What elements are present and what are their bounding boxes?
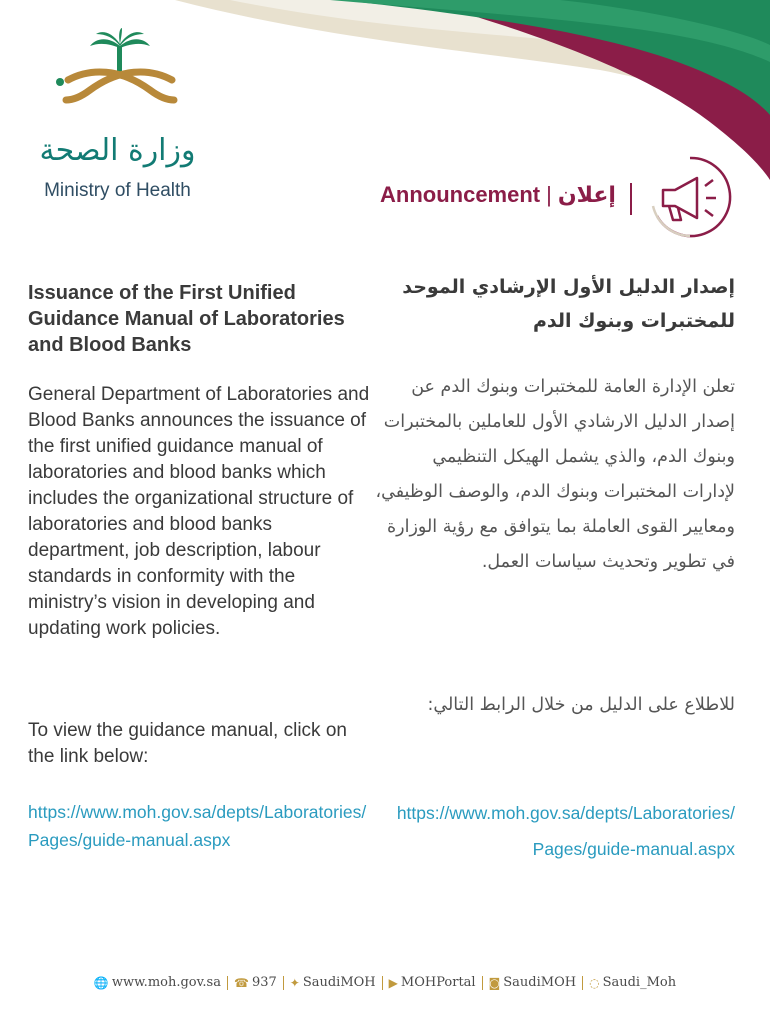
footer-divider [227, 976, 228, 990]
moh-logo [30, 28, 205, 201]
footer-divider [283, 976, 284, 990]
english-manual-link[interactable]: https://www.moh.gov.sa/depts/Laboratories/Pages/guide-manual.aspx [28, 802, 367, 850]
footer-website[interactable] [94, 975, 221, 990]
arabic-view-instruction: للاطلاع على الدليل من خلال الرابط التالي: [427, 695, 735, 715]
english-title: Issuance of the First Unified Guidance Manual of Laboratories and Blood Banks [28, 282, 345, 356]
footer-instagram-text: SaudiMOH [503, 975, 577, 990]
footer-youtube[interactable] [389, 975, 476, 990]
announcement-divider [630, 183, 632, 215]
footer-phone-text: 937 [251, 975, 277, 990]
english-view-instruction: To view the guidance manual, click on the link below: [28, 720, 347, 767]
arabic-title: إصدار الدليل الأول الإرشادي الموحد للمختبرات وبنوك الدم [402, 276, 735, 332]
footer-divider [482, 976, 483, 990]
footer-website-text: www.moh.gov.sa [111, 975, 221, 990]
footer-snapchat[interactable] [589, 975, 676, 990]
footer-snapchat-text: Saudi_Moh [602, 975, 677, 990]
youtube-icon: ▶ [388, 975, 398, 990]
announcement-separator: | [546, 182, 552, 207]
footer-divider [582, 976, 583, 990]
footer-twitter-text: SaudiMOH [302, 975, 376, 990]
phone-icon: ☎ [233, 975, 249, 990]
footer-phone[interactable] [234, 975, 277, 990]
footer-instagram[interactable] [489, 975, 576, 990]
footer-youtube-text: MOHPortal [400, 975, 476, 990]
twitter-icon: ✦ [289, 975, 300, 990]
logo-english-name: Ministry of Health [44, 180, 191, 201]
megaphone-icon [645, 152, 735, 242]
arabic-body: تعلن الإدارة العامة للمختبرات وبنوك الدم عن إصدار الدليل الارشادي الأول للعاملين بالمختبرات وبنوك الدم، والذي يشمل الهيكل التنظيمي لإدارات المختبرات وبنوك الدم، والوصف الوظيفي، ومعايير القوى العاملة بما يتوافق مع رؤية الوزارة في تطوير وتحديث سياسات العمل. [375, 377, 735, 572]
announcement-ar: إعلان [557, 182, 616, 207]
footer-twitter[interactable] [290, 975, 376, 990]
arabic-manual-link[interactable]: https://www.moh.gov.sa/depts/Laboratories/Pages/guide-manual.aspx [396, 803, 735, 859]
footer-contacts [0, 975, 770, 990]
footer-divider [382, 976, 383, 990]
palm-swords-emblem [50, 28, 190, 113]
globe-icon: 🌐 [93, 975, 109, 990]
announcement-en: Announcement [380, 182, 541, 207]
instagram-icon: ◙ [488, 975, 501, 990]
logo-arabic-name: وزارة الصحة [39, 133, 196, 168]
snapchat-icon: ◌ [589, 975, 600, 990]
english-body: General Department of Laboratories and Blood Banks announces the issuance of the first unified guidance manual of laboratories and blood banks which includes the organizational structure of laboratories and blood banks department, job description, labour standards in conformity with the ministry’s vision in developing and updating work policies. [28, 384, 370, 639]
announcement-heading [380, 182, 616, 208]
